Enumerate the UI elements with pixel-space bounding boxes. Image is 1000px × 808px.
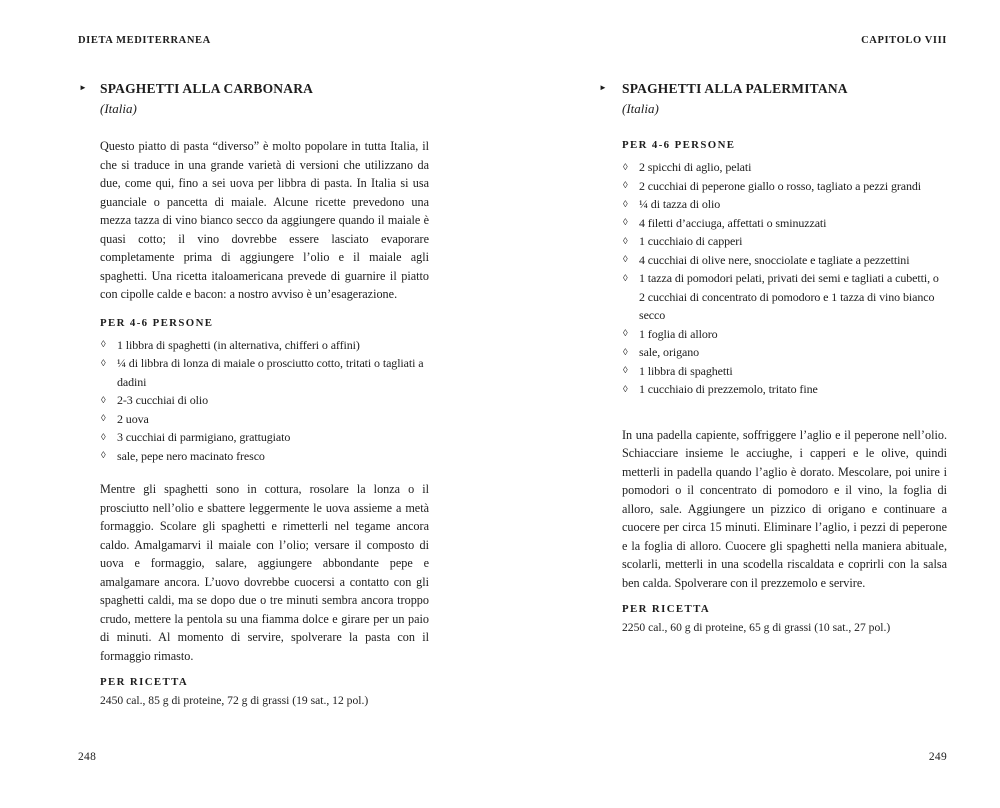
ingredient-item bbox=[100, 447, 429, 466]
ingredient-item bbox=[622, 177, 947, 196]
ingredient-text: sale, pepe nero macinato fresco bbox=[117, 448, 265, 463]
ingredient-text: 1 foglia di alloro bbox=[639, 326, 718, 341]
page-number: 249 bbox=[928, 751, 947, 763]
ingredient-item bbox=[100, 410, 429, 429]
page-right bbox=[598, 0, 947, 808]
diamond-bullet-icon: ◊ bbox=[623, 329, 628, 339]
running-head: DIETA MEDITERRANEA bbox=[78, 35, 211, 46]
recipe-title: SPAGHETTI ALLA CARBONARA bbox=[100, 81, 314, 96]
ingredient-item bbox=[622, 362, 947, 381]
ingredient-list bbox=[100, 336, 429, 466]
ingredient-item bbox=[622, 214, 947, 233]
diamond-bullet-icon: ◊ bbox=[623, 273, 628, 284]
nutrition-line: 2250 cal., 60 g di proteine, 65 g di grassi (10 sat., 27 pol.) bbox=[622, 621, 891, 634]
diamond-bullet-icon: ◊ bbox=[101, 340, 106, 350]
ingredient-item bbox=[622, 232, 947, 251]
diamond-bullet-icon: ◊ bbox=[101, 395, 106, 406]
ingredient-item bbox=[622, 380, 947, 399]
triangle-marker-icon: ► bbox=[599, 83, 607, 92]
per-recipe-heading: PER RICETTA bbox=[622, 603, 711, 615]
ingredient-text: 4 cucchiai di olive nere, snocciolate e tagliate a pezzettini bbox=[639, 252, 910, 267]
diamond-bullet-icon: ◊ bbox=[101, 432, 106, 443]
intro-paragraph: Questo piatto di pasta “diverso” è molto popolare in tutta Italia, il che si traduce in una grande varietà di versioni che utilizzano da due, come qui, fino a sei uova per libbra di pasta. In Italia si usa guanciale o pancetta di maiale. Alcune ricette prevedono una mezza tazza di vino bianco secco da aggiungere quando il maiale è quasi cotto; il vino dovrebbe essere lasciato evaporare completamente prima di aggiungere l’olio e il maiale agli spaghetti. Una ricetta italoamericana prevede di guarnire il piatto con cipolle calde e bacon: a nostro avviso è un’esagerazione. bbox=[100, 139, 429, 301]
diamond-bullet-icon: ◊ bbox=[101, 451, 106, 461]
diamond-bullet-icon: ◊ bbox=[623, 162, 628, 173]
ingredient-item bbox=[622, 269, 947, 325]
ingredient-text: 3 cucchiai di parmigiano, grattugiato bbox=[117, 430, 291, 444]
nutrition-line: 2450 cal., 85 g di proteine, 72 g di grassi (19 sat., 12 pol.) bbox=[100, 694, 369, 707]
recipe-title: SPAGHETTI ALLA PALERMITANA bbox=[622, 81, 848, 96]
ingredient-text: 2 uova bbox=[117, 411, 149, 426]
method-paragraph: In una padella capiente, soffriggere l’aglio e il peperone nell’olio. Schiacciare insieme le acciughe, i capperi e le olive, quindi metterli in padella quando l’aglio è dorato. Mescolare, poi unire i pomodori o il concentrato di pomodoro e il vino, la foglia di alloro, sale. Aggiungere un pizzico di origano e continuare a cuocere per circa 15 minuti. Eliminare l’aglio, i pezzi di peperone e la foglia di alloro. Cuocere gli spaghetti nella maniera abituale, scolarli, metterli in una scodella riscaldata e coprirli con la salsa ben calda. Spolverare con il prezzemolo e servire. bbox=[622, 427, 947, 590]
ingredient-text: 1 cucchiaio di prezzemolo, tritato fine bbox=[639, 382, 818, 396]
ingredient-item bbox=[100, 336, 429, 355]
ingredient-text: 2-3 cucchiai di olio bbox=[117, 393, 208, 407]
ingredient-text: 1 cucchiaio di capperi bbox=[639, 234, 743, 248]
triangle-marker-icon: ► bbox=[79, 83, 87, 92]
ingredient-item bbox=[100, 428, 429, 447]
running-head: CAPITOLO VIII bbox=[861, 35, 947, 46]
servings-heading: PER 4-6 PERSONE bbox=[100, 316, 214, 329]
recipe-title-block bbox=[599, 79, 947, 118]
page-number: 248 bbox=[78, 751, 97, 763]
diamond-bullet-icon: ◊ bbox=[623, 255, 628, 265]
recipe-carbonara bbox=[79, 79, 429, 710]
diamond-bullet-icon: ◊ bbox=[623, 384, 628, 395]
ingredient-text: 1 libbra di spaghetti (in alternativa, chifferi o affini) bbox=[117, 337, 360, 352]
ingredient-text: ¼ di libbra di lonza di maiale o prosciutto cotto, tritati o tagliati a dadini bbox=[117, 356, 424, 389]
page-left bbox=[78, 0, 430, 808]
ingredient-text: 4 filetti d’acciuga, affettati o sminuzzati bbox=[639, 215, 827, 230]
ingredient-item bbox=[622, 251, 947, 270]
ingredient-item bbox=[622, 158, 947, 177]
diamond-bullet-icon: ◊ bbox=[623, 199, 628, 210]
ingredient-item bbox=[100, 354, 429, 391]
diamond-bullet-icon: ◊ bbox=[623, 218, 628, 228]
recipe-palermitana bbox=[599, 79, 947, 637]
diamond-bullet-icon: ◊ bbox=[101, 358, 106, 369]
diamond-bullet-icon: ◊ bbox=[623, 366, 628, 376]
diamond-bullet-icon: ◊ bbox=[101, 414, 106, 424]
ingredient-item bbox=[100, 391, 429, 410]
ingredient-text: 1 tazza di pomodori pelati, privati dei semi e tagliati a cubetti, o 2 cucchiai di concentrato di pomodoro e 1 tazza di vino bianco secco bbox=[639, 271, 939, 322]
recipe-origin: (Italia) bbox=[622, 101, 659, 116]
ingredient-text: 2 cucchiai di peperone giallo o rosso, tagliato a pezzi grandi bbox=[639, 178, 922, 193]
recipe-title-block bbox=[79, 79, 429, 118]
servings-heading: PER 4-6 PERSONE bbox=[622, 139, 736, 151]
diamond-bullet-icon: ◊ bbox=[623, 347, 628, 358]
ingredient-list bbox=[622, 158, 947, 399]
ingredient-text: sale, origano bbox=[639, 345, 700, 359]
ingredient-item bbox=[622, 343, 947, 362]
per-recipe-heading: PER RICETTA bbox=[100, 676, 189, 688]
ingredient-item bbox=[622, 195, 947, 214]
diamond-bullet-icon: ◊ bbox=[623, 181, 628, 191]
method-paragraph: Mentre gli spaghetti sono in cottura, rosolare la lonza o il prosciutto nell’olio e sbattere leggermente le uova assieme a metà formaggio. Scolare gli spaghetti e rimetterli nel tegame ancora caldo. Amalgamarvi il maiale con l’olio; versare il composto di uova e formaggio, salare, aggiungere abbondante pepe e amalgamare ancora. L’uovo dovrebbe cuocersi a contatto con gli spaghetti caldi, ma se dopo due o tre minuti sembra ancora troppo crudo, mettere la pentola su una fiamma dolce e girare per un paio di minuti. Al momento di servire, spolverare la pasta con il formaggio rimasto. bbox=[100, 482, 429, 663]
ingredient-text: 2 spicchi di aglio, pelati bbox=[639, 160, 752, 174]
recipe-origin: (Italia) bbox=[100, 101, 137, 116]
ingredient-text: 1 libbra di spaghetti bbox=[639, 363, 733, 378]
ingredient-item bbox=[622, 325, 947, 344]
ingredient-text: ¼ di tazza di olio bbox=[639, 197, 721, 211]
diamond-bullet-icon: ◊ bbox=[623, 236, 628, 247]
